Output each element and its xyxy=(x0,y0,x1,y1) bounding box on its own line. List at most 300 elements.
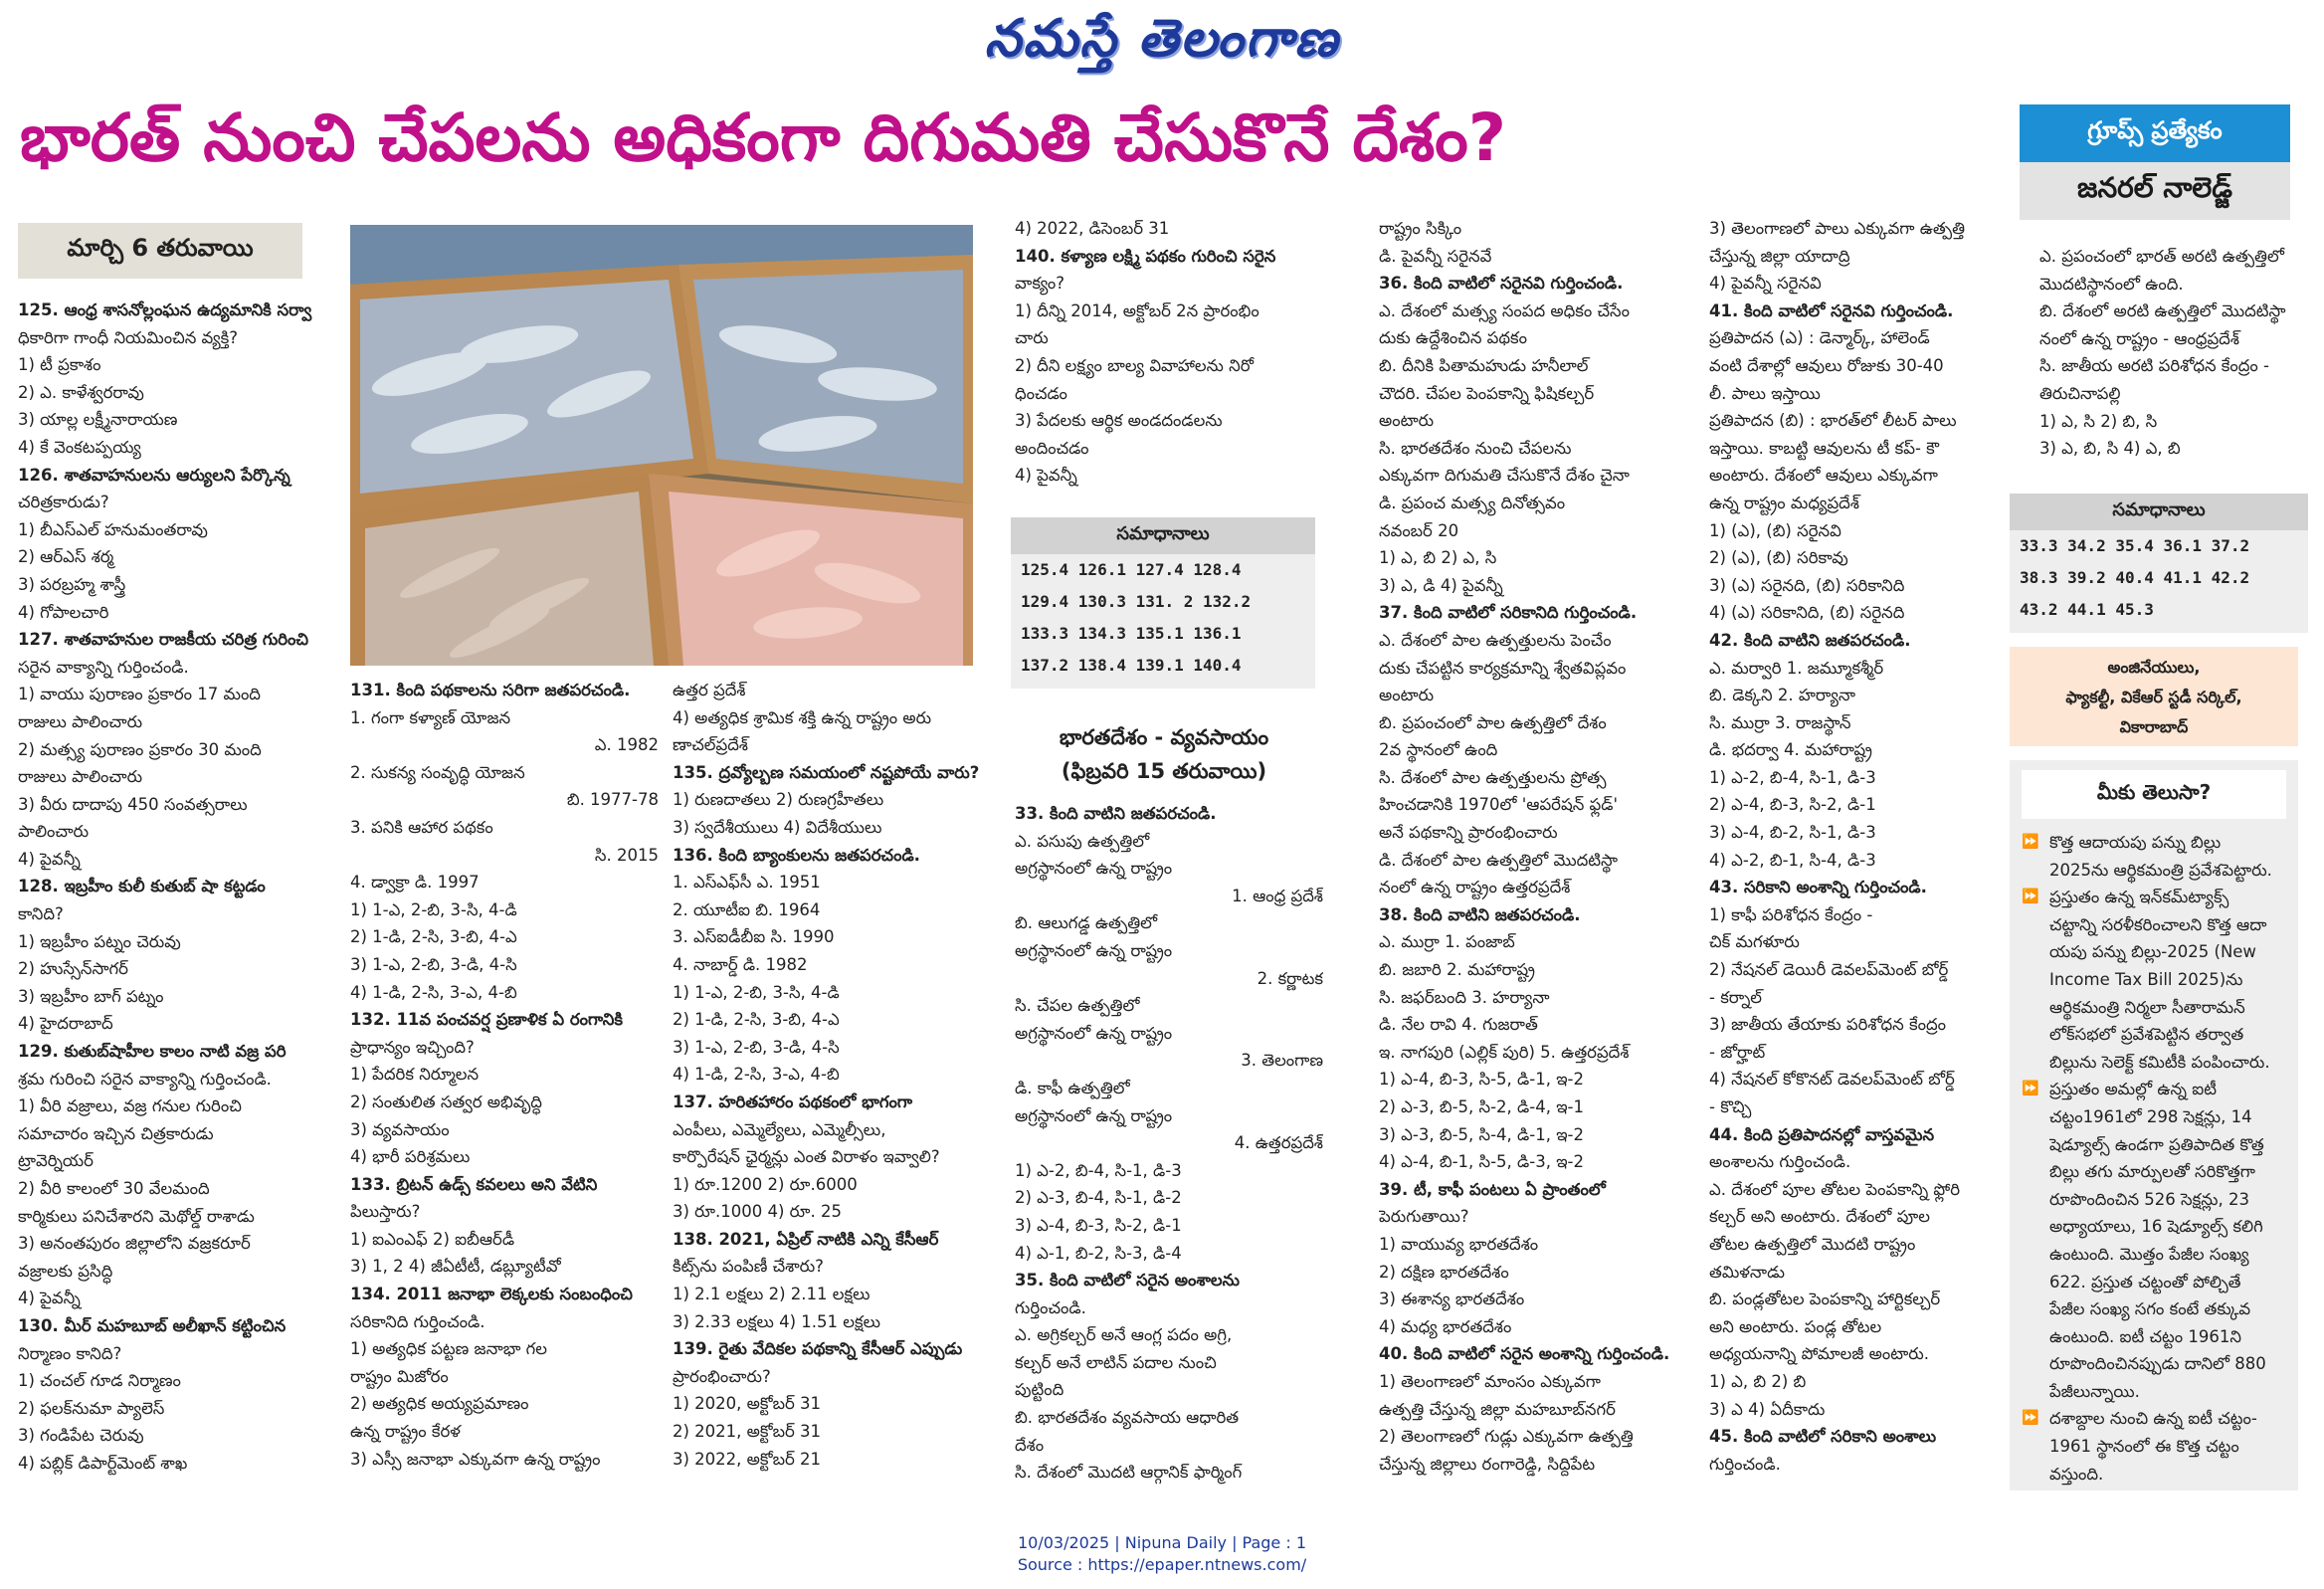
bullet-arrow-icon: ⏩ xyxy=(2022,834,2039,850)
col5-line: 2) తెలంగాణలో గుడ్లు ఎక్కువగా ఉత్పత్తి xyxy=(1379,1427,1634,1447)
col1-line: 2) హుస్సేన్‌సాగర్ xyxy=(18,959,128,979)
col6-line: చేస్తున్న జిల్లా యాదాద్రి xyxy=(1709,246,1850,266)
col6-line: 3) జాతీయ తేయాకు పరిశోధన కేంద్రం xyxy=(1709,1015,1946,1035)
col3-line: 1) 1-ఎ, 2-బి, 3-సి, 4-డి xyxy=(673,982,840,1002)
col5-line: ఎక్కువగా దిగుమతి చేసుకొనే దేశం చైనా xyxy=(1379,466,1630,486)
col1-line: 2) వీరి కాలంలో 30 వేలమంది xyxy=(18,1179,210,1198)
col3-line: 4) అత్యధిక శ్రామిక శక్తి ఉన్న రాష్ట్రం అరు xyxy=(673,707,932,727)
answers-rows-2 xyxy=(2010,530,2308,626)
did-you-know-line: పేజీల సంఖ్య సగం కంటే తక్కువ xyxy=(2049,1299,2251,1319)
col2-line: 3) 1-ఎ, 2-బి, 3-డి, 4-సి xyxy=(350,954,517,974)
did-you-know-line: ప్రస్తుతం అమల్లో ఉన్న ఐటీ xyxy=(2049,1080,2217,1099)
col1-line: 1) వీరి వజ్రాలు, వజ్ర గనుల గురించి xyxy=(18,1096,242,1116)
col1-line: 1) ఇబ్రహీం పట్నం చెరువు xyxy=(18,931,181,951)
answers-rows xyxy=(1011,554,1315,682)
col5-line: 1) ఎ-4, బి-3, సి-5, డి-1, ఇ-2 xyxy=(1379,1070,1585,1090)
col6-line: - కర్నాల్ xyxy=(1709,987,1763,1007)
did-you-know-line: 2025ను ఆర్థికమంత్రి ప్రవేశపెట్టారు. xyxy=(2049,860,2272,880)
col2-line: 133. బ్రిటన్ ఉడ్స్ కవలలు అని వేటిని xyxy=(350,1174,598,1194)
col2-line: 3) వ్యవసాయం xyxy=(350,1119,450,1139)
col5-line: సి. దేశంలో పాల ఉత్పత్తులను ప్రోత్స xyxy=(1379,767,1607,787)
did-you-know-line: షెడ్యూల్స్ ఉండగా ప్రతిపాదిత కొత్త xyxy=(2049,1134,2264,1154)
col4-bottom-line: 35. కింది వాటిలో సరైన అంశాలను xyxy=(1015,1271,1240,1291)
did-you-know-items xyxy=(2010,829,2298,1488)
col5-line: 1) వాయువ్య భారతదేశం xyxy=(1379,1234,1539,1254)
col7-line: నంలో ఉన్న రాష్ట్రం - ఆంధ్రప్రదేశ్ xyxy=(2039,328,2239,348)
col4-top-line: 4) 2022, డిసెంబర్ 31 xyxy=(1015,219,1170,238)
col4-bottom-line: 3) ఎ-4, బి-3, సి-2, డి-1 xyxy=(1015,1215,1182,1235)
col6-line: - జోర్హాట్ xyxy=(1709,1042,1766,1062)
col6-line: 1) (ఎ), (బి) సరైనవి xyxy=(1709,520,1841,540)
col3-line: ఎంపీలు, ఎమ్మెల్యేలు, ఎమ్మెల్సీలు, xyxy=(673,1119,886,1139)
col2-line: 4. డ్వాక్రా డి. 1997 xyxy=(350,873,480,893)
bullet-arrow-icon: ⏩ xyxy=(2022,889,2039,905)
col4-bottom-line: గుర్తించండి. xyxy=(1015,1297,1086,1317)
col4-top-line: 3) పేదలకు ఆర్థిక అండదండలను xyxy=(1015,411,1223,431)
masthead: నమస్తే తెలంగాణ xyxy=(984,8,1340,69)
col2-line: 132. 11వ పంచవర్ష ప్రణాళిక ఏ రంగానికి xyxy=(350,1010,623,1030)
col5-line: అంటారు xyxy=(1379,411,1435,431)
col4-bottom-line: ఎ. పసుపు ఉత్పత్తిలో xyxy=(1015,831,1150,851)
did-you-know-title: మీకు తెలుసా? xyxy=(2022,770,2286,819)
col6-line: ఇస్తాయి. కాబట్టి ఆవులను టీ కప్- కౌ xyxy=(1709,438,1940,458)
col4-bottom-line: 2. కర్ణాటక xyxy=(1257,968,1323,988)
did-you-know-box xyxy=(2010,760,2298,1490)
col6-line: లీ. పాలు ఇస్తాయి xyxy=(1709,383,1821,403)
col6-line: బి. పండ్లతోటల పెంపకాన్ని హార్టికల్చర్ xyxy=(1709,1290,1941,1309)
did-you-know-line: ఆర్థికమంత్రి నిర్మలా సీతారామన్ xyxy=(2049,997,2245,1017)
did-you-know-line: అధ్యాయాలు, 16 షెడ్యూల్స్ కలిగి xyxy=(2049,1217,2263,1237)
col5-line: నవంబర్ 20 xyxy=(1379,520,1459,540)
col4-top-line: 140. కళ్యాణ లక్ష్మి పథకం గురించి సరైన xyxy=(1015,246,1276,266)
col5-line: హించడానికి 1970లో 'ఆపరేషన్ ఫ్లడ్' xyxy=(1379,795,1619,815)
col6-line: అధ్యయనాన్ని పోమాలజీ అంటారు. xyxy=(1709,1344,1929,1364)
col3-line: 139. రైతు వేదికల పథకాన్ని కేసీఆర్ ఎప్పుడు xyxy=(673,1339,963,1359)
col5-line: బి. జబారి 2. మహారాష్ట్ర xyxy=(1379,960,1535,980)
answer-row: 129.4 130.3 131. 2 132.2 xyxy=(1021,592,1252,611)
col2-line: 1) పేదరిక నిర్మూలన xyxy=(350,1065,480,1085)
did-you-know-line: యపు పన్ను బిల్లు-2025 (New xyxy=(2049,942,2256,962)
col5-line: 4) మధ్య భారతదేశం xyxy=(1379,1316,1512,1336)
col2-line: సరికానిది గుర్తించండి. xyxy=(350,1311,485,1331)
col5-line: ఎ. ముర్రా 1. పంజాబ్ xyxy=(1379,932,1515,952)
answer-row: 137.2 138.4 139.1 140.4 xyxy=(1021,656,1242,675)
col4-bottom-line: సి. దేశంలో మొదటి ఆర్గానిక్ ఫార్మింగ్ xyxy=(1015,1463,1243,1483)
answer-row: 38.3 39.2 40.4 41.1 42.2 xyxy=(2020,568,2250,587)
col1-line: 128. ఇబ్రహీం కులీ కుతుబ్ షా కట్టడం xyxy=(18,877,266,896)
col1-line: 4) కే వెంకటప్పయ్య xyxy=(18,437,141,457)
col2-line: 4) 1-డి, 2-సి, 3-ఎ, 4-బి xyxy=(350,982,517,1002)
col1-line: 126. శాతవాహనులను ఆర్యులని పేర్కొన్న xyxy=(18,465,290,485)
col6-line: వంటి దేశాల్లో ఆవులు రోజుకు 30-40 xyxy=(1709,355,1944,375)
col4-bottom-line: అగ్రస్థానంలో ఉన్న రాష్ట్రం xyxy=(1015,1105,1173,1125)
col2-line: 1) అత్యధిక పట్టణ జనాభా గల xyxy=(350,1339,547,1359)
col5-line: రాష్ట్రం సిక్కిం xyxy=(1379,219,1462,238)
col3-line: 135. ద్రవ్యోల్బణ సమయంలో నష్టపోయే వారు? xyxy=(673,762,980,782)
col6-line: 45. కింది వాటిలో సరికాని అంశాలు xyxy=(1709,1427,1937,1447)
section-2-heading xyxy=(1015,720,1313,788)
col3-line: 1. ఎస్ఎఫ్‌సీ ఎ. 1951 xyxy=(673,873,821,893)
col5-line: 3) ఈశాన్య భారతదేశం xyxy=(1379,1290,1525,1309)
col5-line: ఉత్పత్తి చేస్తున్న జిల్లా మహబూబ్‌నగర్ xyxy=(1379,1399,1616,1419)
col2-line: ప్రాధాన్యం ఇచ్చింది? xyxy=(350,1037,475,1057)
col5-line: 3) ఎ-3, బి-5, సి-4, డి-1, ఇ-2 xyxy=(1379,1124,1585,1144)
col3-line: 2) 2021, అక్టోబర్ 31 xyxy=(673,1422,821,1442)
col4-top-line: అందించడం xyxy=(1015,438,1089,458)
col3-line: 4. నాబార్డ్ డి. 1982 xyxy=(673,954,808,974)
col7-line: 3) ఎ, బి, సి 4) ఎ, బి xyxy=(2039,439,2181,459)
col2-line: 134. 2011 జనాభా లెక్కలకు సంబంధించి xyxy=(350,1285,633,1304)
col4-bottom-line: 1. ఆంధ్ర ప్రదేశ్ xyxy=(1232,886,1323,905)
answer-row: 43.2 44.1 45.3 xyxy=(2020,600,2154,619)
col5-line: ఎ. దేశంలో మత్స్య సంపద అధికం చేసేం xyxy=(1379,300,1630,320)
col3-line: 3) 1-ఎ, 2-బి, 3-డి, 4-సి xyxy=(673,1037,840,1057)
did-you-know-line: 1961 స్థానంలో ఈ కొత్త చట్టం xyxy=(2049,1437,2239,1457)
col3-line: 3) 2022, అక్టోబర్ 21 xyxy=(673,1449,821,1469)
col2-line: 3. పనికి ఆహార పథకం xyxy=(350,817,493,837)
col1-line: వజ్రాలకు ప్రసిద్ధి xyxy=(18,1261,113,1281)
col5-line: 2) ఎ-3, బి-5, సి-2, డి-4, ఇ-1 xyxy=(1379,1097,1585,1116)
answer-row: 133.3 134.3 135.1 136.1 xyxy=(1021,624,1242,643)
col1-line: 3) అనంతపురం జిల్లాలోని వజ్రకరూర్ xyxy=(18,1234,251,1254)
col2-line: ఉన్న రాష్ట్రం కేరళ xyxy=(350,1422,461,1442)
col1-line: 3) ఇబ్రహీం బాగ్ పట్నం xyxy=(18,986,164,1006)
col5-line: 39. టీ, కాఫీ పంటలు ఏ ప్రాంతంలో xyxy=(1379,1179,1606,1199)
col1-line: 125. ఆంధ్ర శాసనోల్లంఘన ఉద్యమానికి సర్వా xyxy=(18,300,312,319)
col6-line: ప్రతిపాదన (బి) : భారత్‌లో లీటర్ పాలు xyxy=(1709,411,1957,431)
col2-line: రాష్ట్రం మిజోరం xyxy=(350,1366,449,1386)
did-you-know-line: వస్తుంది. xyxy=(2049,1464,2104,1484)
col3-line: 136. కింది బ్యాంకులను జతపరచండి. xyxy=(673,845,920,865)
col4-bottom-line: అగ్రస్థానంలో ఉన్న రాష్ట్రం xyxy=(1015,859,1173,879)
col6-line: 2) (ఎ), (బి) సరికావు xyxy=(1709,548,1848,568)
col1-line: రాజులు పాలించారు xyxy=(18,767,143,787)
col4-bottom-line: 4. ఉత్తరప్రదేశ్ xyxy=(1234,1133,1323,1153)
author-affiliation: ఫ్యాకల్టీ, వికేఆర్ స్టడీ సర్కిల్, xyxy=(2065,688,2242,706)
col6-line: 3) ఎ 4) ఏదీకాదు xyxy=(1709,1399,1826,1419)
col1-line: 127. శాతవాహనుల రాజకీయ చరిత్ర గురించి xyxy=(18,630,309,650)
col4-top-line: 1) దీన్ని 2014, అక్టోబర్ 2న ప్రారంభిం xyxy=(1015,300,1259,320)
col1-line: 4) పైవన్నీ xyxy=(18,1289,81,1308)
col3-line: 1) 2020, అక్టోబర్ 31 xyxy=(673,1394,821,1414)
col5-line: 1) తెలంగాణలో మాంసం ఎక్కువగా xyxy=(1379,1371,1601,1391)
col3-line: 138. 2021, ఏప్రిల్ నాటికి ఎన్ని కేసీఆర్ xyxy=(673,1229,939,1249)
col1-line: 130. మీర్ మహబూబ్ అలీఖాన్ కట్టించిన xyxy=(18,1315,287,1335)
col2-line: 3) ఎస్సీ జనాభా ఎక్కువగా ఉన్న రాష్ట్రం xyxy=(350,1449,601,1469)
col5-line: డి. పైవన్నీ సరైనవే xyxy=(1379,246,1492,266)
col4-top-line: చారు xyxy=(1015,328,1049,348)
col4-bottom-line: ఎ. అగ్రికల్చర్ అనే ఆంగ్ల పదం అగ్రి, xyxy=(1015,1325,1233,1345)
col1-line: 4) పైవన్నీ xyxy=(18,849,81,869)
answer-row: 33.3 34.2 35.4 36.1 37.2 xyxy=(2020,536,2250,555)
col1-line: 3) యాల్ల లక్ష్మీనారాయణ xyxy=(18,410,178,430)
answers-box-2 xyxy=(2010,494,2308,633)
col4-bottom-line: 1) ఎ-2, బి-4, సి-1, డి-3 xyxy=(1015,1160,1182,1180)
col7-line: 1) ఎ, సి 2) బి, సి xyxy=(2039,411,2158,431)
col6-line: 1) ఎ, బి 2) బి xyxy=(1709,1371,1807,1391)
col4-bottom-line: బి. ఆలుగడ్డ ఉత్పత్తిలో xyxy=(1015,913,1158,933)
fish-crates-illustration xyxy=(350,225,973,666)
did-you-know-line: రూపొందించినప్పుడు దానిలో 880 xyxy=(2049,1354,2266,1374)
col6-line: 2) ఎ-4, బి-3, సి-2, డి-1 xyxy=(1709,795,1876,815)
col2-line: 2) అత్యధిక అయ్యప్రమాణం xyxy=(350,1394,529,1414)
section-2-title: భారతదేశం - వ్యవసాయం xyxy=(1059,725,1269,749)
col6-line: అంటారు. దేశంలో ఆవులు ఎక్కువగా xyxy=(1709,466,1938,486)
col6-line: 4) (ఎ) సరికానిది, (బి) సరైనది xyxy=(1709,603,1905,623)
col1-line: 4) పబ్లిక్ డిపార్ట్‌మెంట్ శాఖ xyxy=(18,1453,188,1473)
col1-line: సరైన వాక్యాన్ని గుర్తించండి. xyxy=(18,657,189,677)
col2-line: 4) భారీ పరిశ్రమలు xyxy=(350,1147,471,1167)
col2-line: 1) ఐఎంఎఫ్ 2) ఐబీఆర్‌డీ xyxy=(350,1229,515,1249)
col4-bottom-line: 2) ఎ-3, బి-4, సి-1, డి-2 xyxy=(1015,1188,1182,1208)
col5-line: డి. నేల రావి 4. గుజరాత్ xyxy=(1379,1015,1538,1035)
did-you-know-line: లోక్‌సభలో ప్రవేశపెట్టిన తర్వాత xyxy=(2049,1025,2244,1045)
col3-line: 2. యూటీఐ బి. 1964 xyxy=(673,899,821,919)
col4-bottom-line: దేశం xyxy=(1015,1435,1045,1455)
col3-line: 1) రుణదాతలు 2) రుణగ్రహీతలు xyxy=(673,790,884,810)
col5-line: 4) ఎ-4, బి-1, సి-5, డి-3, ఇ-2 xyxy=(1379,1152,1585,1172)
footer xyxy=(0,1532,2324,1576)
col5-line: 2) దక్షిణ భారతదేశం xyxy=(1379,1262,1509,1282)
col6-line: 4) నేషనల్ కోకొనట్ డెవలప్‌మెంట్ బోర్డ్ xyxy=(1709,1070,1955,1090)
col2-line: ఎ. 1982 xyxy=(594,735,659,755)
answers-box-1 xyxy=(1011,517,1315,689)
col4-bottom-line: డి. కాఫీ ఉత్పత్తిలో xyxy=(1015,1078,1130,1097)
col4-bottom-line: అగ్రస్థానంలో ఉన్న రాష్ట్రం xyxy=(1015,1023,1173,1043)
col5-line: బి. దీనికి పితామహుడు హనీలాల్ xyxy=(1379,355,1589,375)
did-you-know-item xyxy=(2022,1405,2286,1488)
col6-line: కల్చర్ అని అంటారు. దేశంలో పూల xyxy=(1709,1207,1930,1227)
col4-bottom-line: అగ్రస్థానంలో ఉన్న రాష్ట్రం xyxy=(1015,940,1173,960)
col5-line: చౌదరి. చేపల పెంపకాన్ని ఫిషికల్చర్ xyxy=(1379,383,1595,403)
did-you-know-line: దశాబ్దాల నుంచి ఉన్న ఐటీ చట్టం- xyxy=(2049,1409,2257,1429)
col5-line: అంటారు xyxy=(1379,686,1435,705)
column-5 xyxy=(1379,215,1683,1503)
col3-line: 3. ఎస్ఐడీబీఐ సి. 1990 xyxy=(673,927,835,947)
col3-line: 1) 2.1 లక్షలు 2) 2.11 లక్షలు xyxy=(673,1285,871,1304)
badge-groups-special: గ్రూప్స్ ప్రత్యేకం xyxy=(2020,104,2290,162)
col6-line: అంశాలను గుర్తించండి. xyxy=(1709,1152,1851,1172)
col5-line: డి. దేశంలో పాల ఉత్పత్తిలో మొదటిస్థా xyxy=(1379,850,1619,870)
col6-line: 42. కింది వాటిని జతపరచండి. xyxy=(1709,630,1911,650)
col5-line: డి. ప్రపంచ మత్స్య దినోత్సవం xyxy=(1379,493,1566,512)
author-name: అంజినేయులు, xyxy=(2107,658,2201,677)
did-you-know-line: ప్రస్తుతం ఉన్న ఇన్‌కమ్‌ట్యాక్స్ xyxy=(2049,888,2229,907)
col2-line: 2) 1-డి, 2-సి, 3-బి, 4-ఎ xyxy=(350,927,517,947)
col1-line: 3) వీరు దాదాపు 450 సంవత్సరాలు xyxy=(18,794,248,814)
col1-line: 2) ఫలక్‌నుమా ప్యాలెస్ xyxy=(18,1398,165,1418)
col7-line: ఎ. ప్రపంచంలో భారత్ అరటి ఉత్పత్తిలో xyxy=(2039,247,2284,266)
col6-line: సి. ముర్రా 3. రాజస్థాన్ xyxy=(1709,712,1851,732)
col1-line: కానిది? xyxy=(18,904,64,924)
col1-line: రాజులు పాలించారు xyxy=(18,711,143,731)
col6-line: చిక్ మగళూరు xyxy=(1709,932,1800,952)
col5-line: 37. కింది వాటిలో సరికానిది గుర్తించండి. xyxy=(1379,603,1638,623)
col1-line: శ్రమ గురించి సరైన వాక్యాన్ని గుర్తించండి. xyxy=(18,1069,272,1089)
column-6 xyxy=(1709,215,2002,1503)
col5-line: సి. భారతదేశం నుంచి చేపలను xyxy=(1379,438,1572,458)
col5-line: నంలో ఉన్న రాష్ట్రం ఉత్తరప్రదేశ్ xyxy=(1379,878,1571,897)
did-you-know-line: పేజీలున్నాయి. xyxy=(2049,1381,2140,1401)
col1-line: కార్మికులు పనిచేశారని మెథోల్డ్ రాశాడు xyxy=(18,1206,255,1226)
column-4-top xyxy=(1015,215,1313,503)
col5-line: 2వ స్థానంలో ఉంది xyxy=(1379,740,1498,760)
did-you-know-item xyxy=(2022,829,2286,884)
bullet-arrow-icon: ⏩ xyxy=(2022,1081,2039,1097)
col5-line: అనే పథకాన్ని ప్రారంభించారు xyxy=(1379,823,1558,843)
column-7 xyxy=(2039,243,2308,482)
column-1 xyxy=(18,297,334,1500)
col3-line: ఉత్తర ప్రదేశ్ xyxy=(673,681,746,699)
did-you-know-line: Income Tax Bill 2025)ను xyxy=(2049,969,2243,989)
col7-line: సి. జాతీయ అరటి పరిశోధన కేంద్రం - xyxy=(2039,356,2269,376)
col3-line: కిట్స్‌ను పంపిణీ చేశారు? xyxy=(673,1257,824,1277)
col1-line: 4) గోపాలచారి xyxy=(18,602,109,622)
col5-line: ఎ. దేశంలో పాల ఉత్పత్తులను పెంచేం xyxy=(1379,630,1612,650)
col3-line: ణాచల్‌ప్రదేశ్ xyxy=(673,735,748,755)
col3-line: 4) 1-డి, 2-సి, 3-ఎ, 4-బి xyxy=(673,1065,840,1085)
did-you-know-line: చట్టం1961లో 298 సెక్షన్లు, 14 xyxy=(2049,1106,2252,1126)
answer-row: 125.4 126.1 127.4 128.4 xyxy=(1021,560,1242,579)
col7-line: మొదటిస్థానంలో ఉంది. xyxy=(2039,274,2184,294)
column-2 xyxy=(350,677,659,1502)
col6-line: 41. కింది వాటిలో సరైనవి గుర్తించండి. xyxy=(1709,300,1954,320)
col6-line: తమిళనాడు xyxy=(1709,1262,1785,1282)
col6-line: ప్రతిపాదన (ఎ) : డెన్మార్క్, హాలెండ్ xyxy=(1709,328,1930,348)
answers-title: సమాధానాలు xyxy=(1011,517,1315,554)
col1-line: సమాచారం ఇచ్చిన చిత్రకారుడు xyxy=(18,1123,214,1143)
col6-line: 44. కింది ప్రతిపాదనల్లో వాస్తవమైన xyxy=(1709,1124,1935,1144)
col7-line: తిరుచినాపల్లి xyxy=(2039,383,2121,403)
col2-line: సి. 2015 xyxy=(594,845,659,865)
col1-line: 3) గండిపేట చెరువు xyxy=(18,1426,144,1446)
col3-line: కార్పొరేషన్ ఛైర్మన్లు ఎంత విరాళం ఇవ్వాలి? xyxy=(673,1147,940,1167)
footer-source: Source : https://epaper.ntnews.com/ xyxy=(1017,1555,1307,1574)
col1-line: 3) పరబ్రహ్మ శాస్త్రీ xyxy=(18,574,126,594)
col6-line: 3) ఎ-4, బి-2, సి-1, డి-3 xyxy=(1709,823,1876,843)
did-you-know-line: చట్టాన్ని సరళీకరించాలని కొత్త ఆదా xyxy=(2049,914,2267,934)
col4-top-line: 2) దీని లక్ష్యం బాల్య వివాహాలను నిరో xyxy=(1015,355,1254,375)
col4-bottom-line: 33. కింది వాటిని జతపరచండి. xyxy=(1015,804,1217,823)
section-2-subtitle: (ఫిబ్రవరి 15 తరువాయి) xyxy=(1061,759,1267,783)
col4-top-line: వాక్యం? xyxy=(1015,274,1065,294)
col6-line: 4) పైవన్నీ సరైనవి xyxy=(1709,274,1822,294)
did-you-know-line: బిల్లును సెలెక్ట్ కమిటీకి పంపించారు. xyxy=(2049,1052,2270,1072)
col5-line: 36. కింది వాటిలో సరైనవి గుర్తించండి. xyxy=(1379,274,1624,294)
col1-line: పాలించారు xyxy=(18,822,90,842)
col4-top-line: ధించడం xyxy=(1015,383,1067,403)
col3-line: 1) రూ.1200 2) రూ.6000 xyxy=(673,1174,858,1194)
author-credit xyxy=(2010,647,2298,746)
did-you-know-item xyxy=(2022,1076,2286,1405)
did-you-know-line: కొత్త ఆదాయపు పన్ను బిల్లు xyxy=(2049,833,2222,852)
headline: భారత్ నుంచి చేపలను అధికంగా దిగుమతి చేసుకొనే దేశం? xyxy=(20,99,1507,176)
column-4-bottom xyxy=(1015,800,1323,1496)
col6-line: ఎ. దేశంలో పూల తోటల పెంపకాన్ని ఫ్లోరి xyxy=(1709,1179,1961,1199)
col2-line: బి. 1977-78 xyxy=(566,790,659,810)
col1-line: 4) హైదరాబాద్ xyxy=(18,1014,113,1034)
col1-line: 2) మత్స్య పురాణం ప్రకారం 30 మంది xyxy=(18,739,262,759)
col6-line: - కొచ్చి xyxy=(1709,1097,1752,1116)
did-you-know-line: ఉంటుంది. మొత్తం పేజీల సంఖ్య xyxy=(2049,1244,2249,1264)
col1-line: 1) వాయు పురాణం ప్రకారం 17 మంది xyxy=(18,685,261,704)
col5-line: 40. కింది వాటిలో సరైన అంశాన్ని గుర్తించండి. xyxy=(1379,1344,1670,1364)
col1-line: 1) బీఎస్ఎల్ హనుమంతరావు xyxy=(18,519,208,539)
col6-line: తోటల ఉత్పత్తిలో మొదటి రాష్ట్రం xyxy=(1709,1234,1916,1254)
col2-line: 2) సంతులిత సత్వర అభివృద్ధి xyxy=(350,1092,542,1111)
col2-line: 1) 1-ఎ, 2-బి, 3-సి, 4-డి xyxy=(350,899,517,919)
col6-line: 4) ఎ-2, బి-1, సి-4, డి-3 xyxy=(1709,850,1876,870)
col1-line: 2) ఆర్ఎస్ శర్మ xyxy=(18,547,114,567)
col4-top-line: 4) పైవన్నీ xyxy=(1015,466,1077,486)
col5-line: 1) ఎ, బి 2) ఎ, సి xyxy=(1379,548,1497,568)
col4-bottom-line: 3. తెలంగాణ xyxy=(1241,1051,1323,1071)
col5-line: 38. కింది వాటిని జతపరచండి. xyxy=(1379,904,1581,924)
col4-bottom-line: బి. భారతదేశం వ్యవసాయ ఆధారిత xyxy=(1015,1408,1240,1428)
col4-bottom-line: సి. చేపల ఉత్పత్తిలో xyxy=(1015,996,1140,1016)
col1-line: 129. కుతుబ్‌షాహీల కాలం నాటి వజ్ర పరి xyxy=(18,1042,287,1062)
answers-title-2: సమాధానాలు xyxy=(2010,494,2308,530)
col1-line: ట్రావెర్నియర్ xyxy=(18,1151,94,1171)
col5-line: పెరుగుతాయి? xyxy=(1379,1207,1469,1227)
col5-line: దుకు ఉద్దేశించిన పథకం xyxy=(1379,328,1528,348)
did-you-know-line: ఉంటుంది. ఐటీ చట్టం 1961ని xyxy=(2049,1326,2241,1346)
col6-line: డి. భదర్వా 4. మహారాష్ట్ర xyxy=(1709,740,1872,760)
col3-line: 3) స్వదేశీయులు 4) విదేశీయులు xyxy=(673,817,882,837)
column-3 xyxy=(673,677,981,1502)
col5-line: దుకు చేపట్టిన కార్యక్రమాన్ని శ్వేతవిప్లవం xyxy=(1379,658,1627,678)
col3-line: ప్రారంభించారు? xyxy=(673,1366,771,1386)
col6-line: ఉన్న రాష్ట్రం మధ్యప్రదేశ్ xyxy=(1709,493,1859,512)
bullet-arrow-icon: ⏩ xyxy=(2022,1410,2039,1427)
col2-line: 3) 1, 2 4) జీఏటీటీ, డబ్ల్యూటీవో xyxy=(350,1257,561,1277)
section-tag: మార్చి 6 తరువాయి xyxy=(18,223,302,279)
col6-line: 1) ఎ-2, బి-4, సి-1, డి-3 xyxy=(1709,767,1876,787)
col4-bottom-line: పుట్టింది xyxy=(1015,1380,1065,1400)
col2-line: 1. గంగా కళ్యాణ్ యోజన xyxy=(350,707,511,727)
col6-line: బి. డెక్కని 2. హర్యానా xyxy=(1709,686,1856,705)
fish-market-photo xyxy=(350,225,973,666)
col6-line: అని అంటారు. పండ్ల తోటల xyxy=(1709,1316,1882,1336)
col2-line: 2. సుకన్య సంవృద్ధి యోజన xyxy=(350,762,525,782)
col4-bottom-line: 4) ఎ-1, బి-2, సి-3, డి-4 xyxy=(1015,1243,1182,1263)
col5-line: చేస్తున్న జిల్లాలు రంగారెడ్డి, సిద్దిపేట xyxy=(1379,1454,1596,1474)
col1-line: నిర్మాణం కానిది? xyxy=(18,1343,122,1363)
col6-line: 2) నేషనల్ డెయిరీ డెవలప్‌మెంట్ బోర్డ్ xyxy=(1709,960,1949,980)
footer-date-page: 10/03/2025 | Nipuna Daily | Page : 1 xyxy=(1017,1533,1307,1552)
col3-line: 3) రూ.1000 4) రూ. 25 xyxy=(673,1202,842,1222)
author-location: వికారాబాద్ xyxy=(2119,717,2189,736)
col6-line: 3) తెలంగాణలో పాలు ఎక్కువగా ఉత్పత్తి xyxy=(1709,219,1966,238)
col1-line: 1) చంచల్ గూడ నిర్మాణం xyxy=(18,1371,181,1391)
col2-line: పిలుస్తారు? xyxy=(350,1202,421,1222)
col1-line: చరిత్రకారుడు? xyxy=(18,493,109,512)
col5-line: ఇ. నాగపురి (ఎల్లిక్ పురి) 5. ఉత్తరప్రదేశ్ xyxy=(1379,1042,1630,1062)
col1-line: ధికారిగా గాంధీ నియమించిన వ్యక్తి? xyxy=(18,327,239,347)
col6-line: 1) కాఫీ పరిశోధన కేంద్రం - xyxy=(1709,904,1873,924)
col2-line: 131. కింది పథకాలను సరిగా జతపరచండి. xyxy=(350,681,631,699)
col6-line: ఎ. మర్వారి 1. జమ్మూకశ్మీర్ xyxy=(1709,658,1884,678)
col6-line: 3) (ఎ) సరైనది, (బి) సరికానిది xyxy=(1709,575,1905,595)
col5-line: బి. ప్రపంచంలో పాల ఉత్పత్తిలో దేశం xyxy=(1379,712,1607,732)
did-you-know-item xyxy=(2022,884,2286,1076)
col3-line: 137. హరితహారం పథకంలో భాగంగా xyxy=(673,1092,913,1111)
did-you-know-line: 622. ప్రస్తుత చట్టంతో పోల్చితే xyxy=(2049,1272,2241,1291)
col6-line: 43. సరికాని అంశాన్ని గుర్తించండి. xyxy=(1709,878,1927,897)
did-you-know-line: రూపొందించిన 526 సెక్షన్లు, 23 xyxy=(2049,1189,2249,1209)
col6-line: గుర్తించండి. xyxy=(1709,1454,1781,1474)
col1-line: 1) టీ ప్రకాశం xyxy=(18,355,101,375)
